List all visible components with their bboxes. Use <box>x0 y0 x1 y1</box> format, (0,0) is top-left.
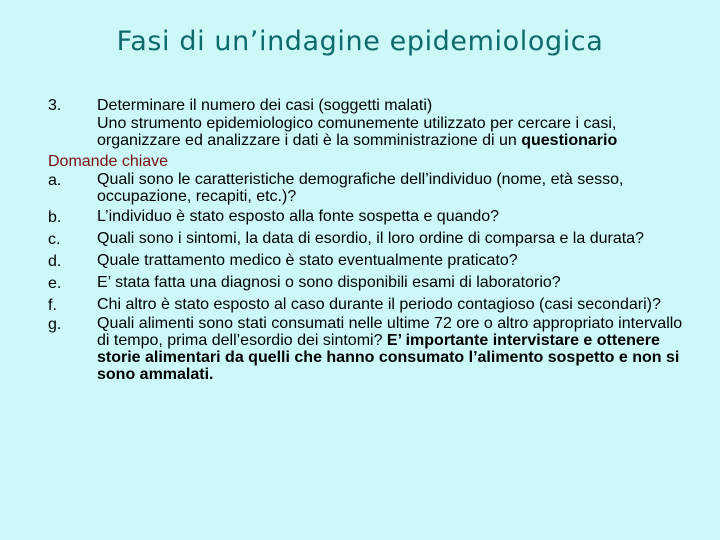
question-text: Quali alimenti sono stati consumati nelle ultime 72 ore o altro appropriato intervallo di tempo, prima dell’esordio dei sintomi? <box>97 315 683 349</box>
question-item-f <box>48 296 698 315</box>
question-text: Quali sono le caratteristiche demografiche dell’individuo (nome, età sesso, occupazione, recapiti, etc.)? <box>97 171 624 205</box>
question-item-d <box>48 252 698 271</box>
step-number: 3. <box>48 97 62 114</box>
question-text: Chi altro è stato esposto al caso durante il periodo contagioso (casi secondari)? <box>97 296 661 313</box>
question-emphasis: E’ importante intervistare e ottenere storie alimentari da quelli che hanno consumato l’alimento sospetto e non si sono ammalati. <box>97 332 680 383</box>
question-text-g <box>97 315 698 383</box>
question-marker: d. <box>48 253 62 270</box>
question-marker: a. <box>48 172 62 189</box>
question-item-b <box>48 208 698 227</box>
question-item-e <box>48 274 698 293</box>
step-description <box>48 115 698 149</box>
step-item <box>48 96 698 115</box>
question-marker: f. <box>48 297 57 314</box>
question-text: L’individuo è stato esposto alla fonte sospetta e quando? <box>97 208 500 225</box>
question-marker: g. <box>48 316 62 333</box>
step-description-keyword: questionario <box>521 132 618 149</box>
question-item-a <box>48 171 698 205</box>
question-item-c <box>48 230 698 249</box>
question-marker: e. <box>48 275 62 292</box>
question-text: Quale trattamento medico è stato eventualmente praticato? <box>97 252 518 269</box>
question-text: E’ stata fatta una diagnosi o sono disponibili esami di laboratorio? <box>97 274 561 291</box>
slide-body <box>48 96 698 383</box>
question-text: Quali sono i sintomi, la data di esordio, il loro ordine di comparsa e la durata? <box>97 230 644 247</box>
step-title: Determinare il numero dei casi (soggetti malati) <box>97 97 433 114</box>
question-marker: c. <box>48 231 61 248</box>
question-item-g <box>48 315 698 383</box>
question-marker: b. <box>48 209 62 226</box>
slide-title: Fasi di un’indagine epidemiologica <box>116 26 604 57</box>
step-description-text: Uno strumento epidemiologico comunemente utilizzato per cercare i casi, organizzare ed analizzare i dati è la somministrazione di un <box>97 115 617 149</box>
key-questions-heading: Domande chiave <box>48 153 169 170</box>
